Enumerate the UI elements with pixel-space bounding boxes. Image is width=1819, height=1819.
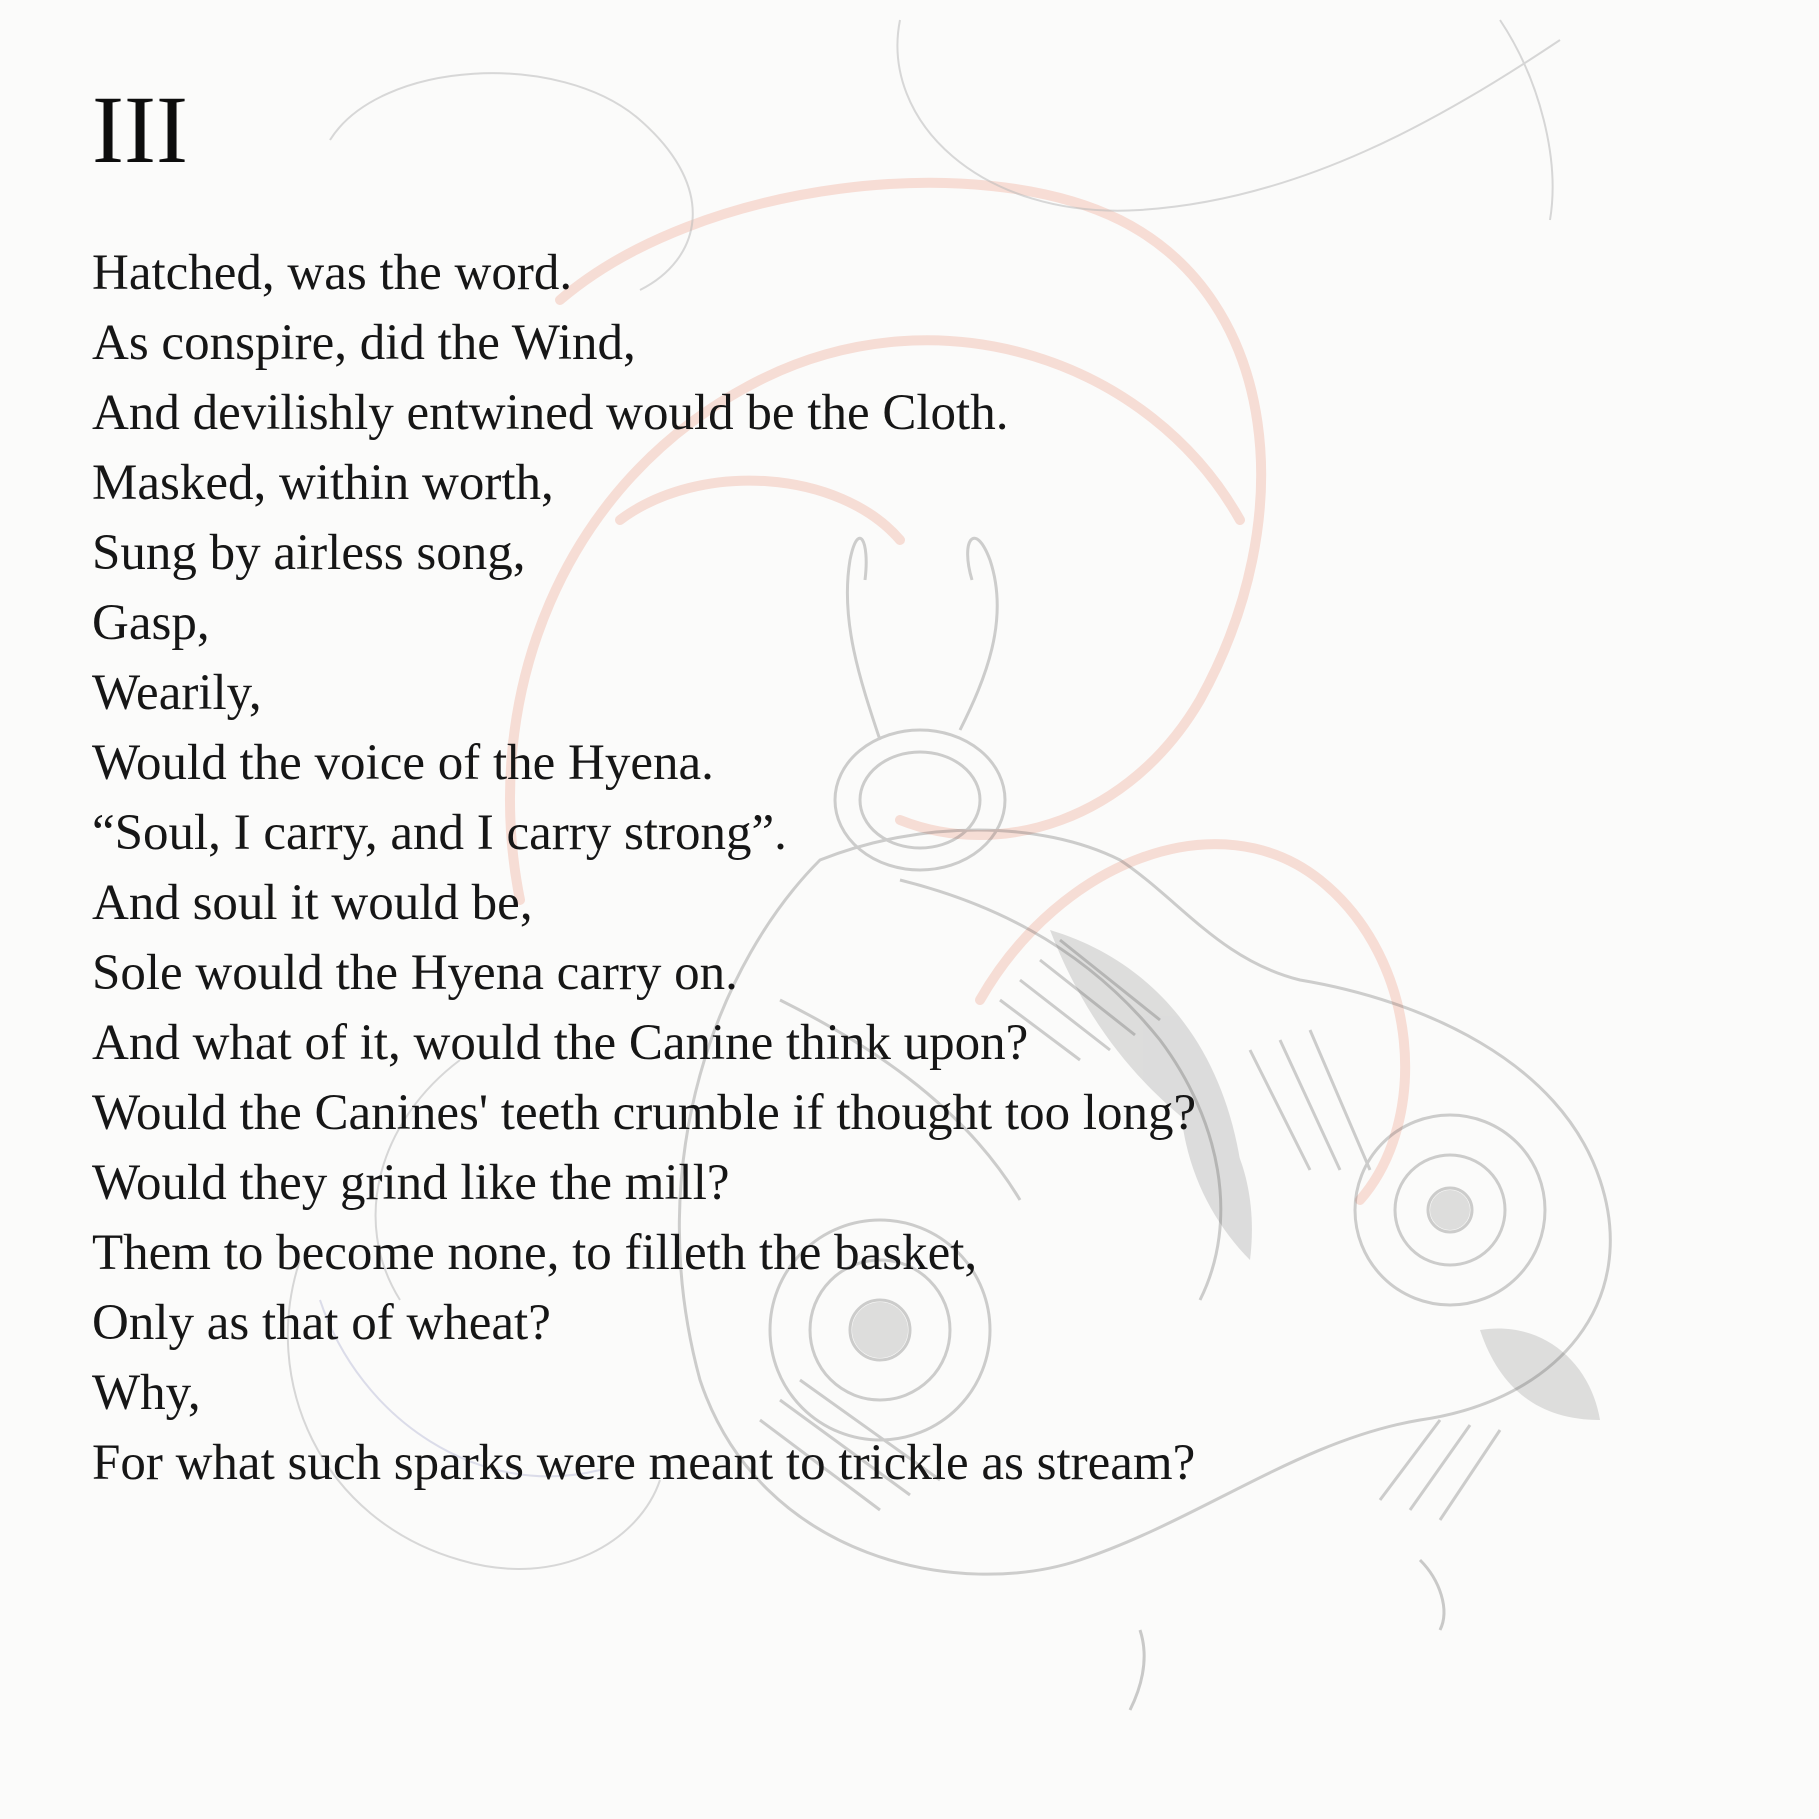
poem-line: And soul it would be, xyxy=(92,875,533,931)
poem-line: Masked, within worth, xyxy=(92,455,554,511)
poem-line: And what of it, would the Canine think upon? xyxy=(92,1015,1029,1071)
poem-section xyxy=(92,60,1692,1498)
poem-line: For what such sparks were meant to trickle as stream? xyxy=(92,1435,1196,1491)
poem-line: “Soul, I carry, and I carry strong”. xyxy=(92,805,787,861)
poem-line: Only as that of wheat? xyxy=(92,1295,551,1351)
poem-line: Hatched, was the word. xyxy=(92,245,573,301)
poem-line: Wearily, xyxy=(92,665,262,721)
poem-line: Them to become none, to filleth the basket, xyxy=(92,1225,978,1281)
poem-line: And devilishly entwined would be the Cloth. xyxy=(92,385,1009,441)
section-heading: III xyxy=(92,76,188,183)
poem-line: Would they grind like the mill? xyxy=(92,1155,730,1211)
poem-line: Would the Canines' teeth crumble if thought too long? xyxy=(92,1085,1197,1141)
poem-line: Sole would the Hyena carry on. xyxy=(92,945,738,1001)
poem-line: Gasp, xyxy=(92,595,210,651)
poem-line: As conspire, did the Wind, xyxy=(92,315,636,371)
poem-body xyxy=(92,238,1692,1498)
poem-line: Would the voice of the Hyena. xyxy=(92,735,714,791)
poem-line: Sung by airless song, xyxy=(92,525,526,581)
poem-line: Why, xyxy=(92,1365,201,1421)
